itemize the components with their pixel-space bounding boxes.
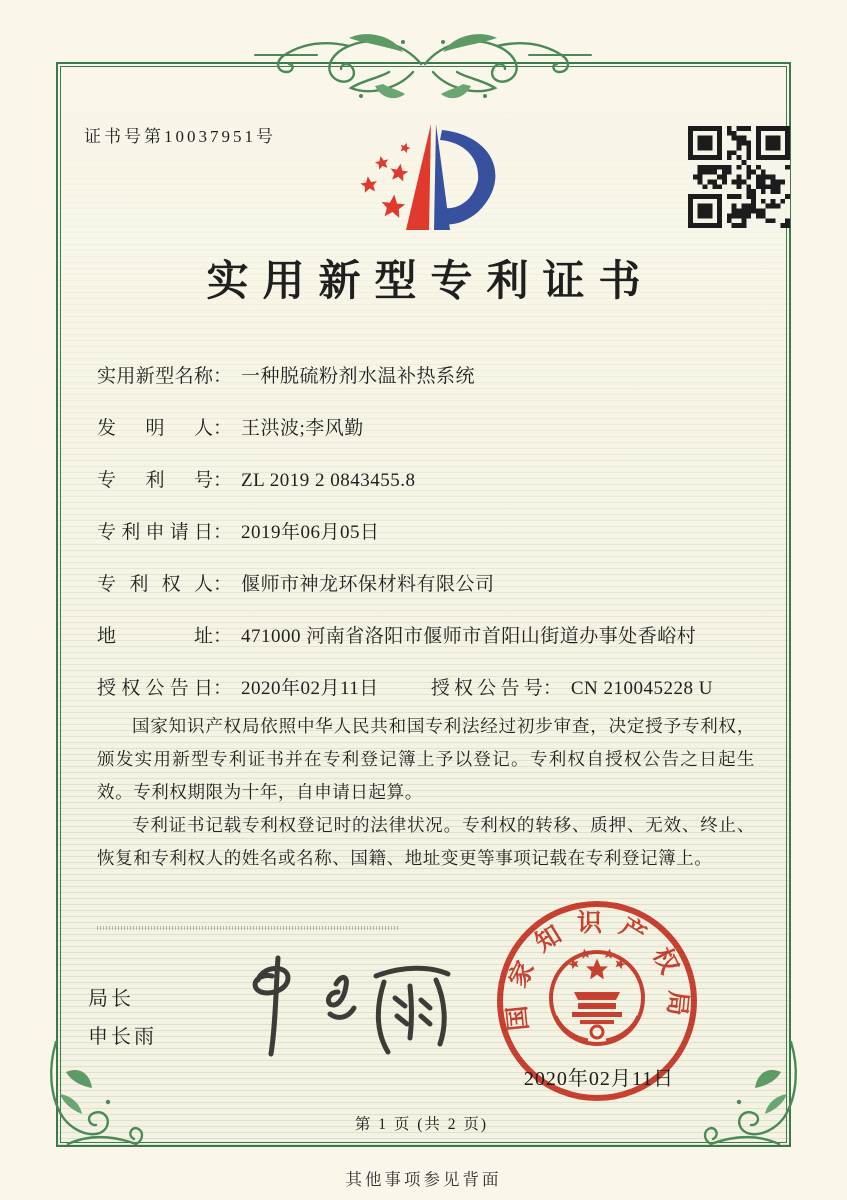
field-row-address xyxy=(97,626,757,648)
field-label: 专利权人 xyxy=(97,574,213,595)
field-value-patent-number: ZL 2019 2 0843455.8 xyxy=(241,470,416,491)
field-colon: ： xyxy=(213,418,233,439)
field-value-grant-date: 2020年02月11日 xyxy=(241,678,379,699)
legal-paragraph-1: 国家知识产权局依照中华人民共和国专利法经过初步审查，决定授予专利权，颁发实用新型专利证书并在专利登记簿上予以登记。专利权自授权公告之日起生效。专利权期限为十年，自申请日起算。 xyxy=(97,716,755,802)
page-number: 第 1 页 (共 2 页) xyxy=(354,1116,489,1133)
field-row-patent-no xyxy=(97,470,757,492)
field-label: 实用新型名称 xyxy=(97,366,213,387)
field-colon: ： xyxy=(213,678,233,699)
seal-date: 2020年02月11日 xyxy=(523,1068,675,1090)
field-label: 授权公告号 xyxy=(430,678,543,699)
national-emblem-icon xyxy=(551,948,643,1044)
field-colon: ： xyxy=(213,366,233,387)
field-row-name xyxy=(97,366,757,388)
field-label: 授权公告日 xyxy=(97,678,213,699)
signer-name: 申长雨 xyxy=(88,1026,157,1048)
field-value-filing-date: 2019年06月05日 xyxy=(241,522,380,543)
field-colon: ： xyxy=(542,678,562,699)
field-row-patentee xyxy=(97,574,757,596)
certificate-number: 证书号第10037951号 xyxy=(84,127,276,146)
field-colon: ： xyxy=(213,574,233,595)
signer-block xyxy=(88,980,157,1056)
barcode-strip xyxy=(97,926,399,930)
field-row-filing-date xyxy=(97,522,757,544)
signer-title: 局长 xyxy=(88,988,134,1010)
field-value-grant-number: CN 210045228 U xyxy=(570,678,713,699)
certificate-fields xyxy=(97,366,757,730)
field-colon: ： xyxy=(213,522,233,543)
legal-paragraph-2: 专利证书记载专利权登记时的法律状况。专利权的转移、质押、无效、终止、恢复和专利权人的姓名或名称、国籍、地址变更等事项记载在专利登记簿上。 xyxy=(97,815,755,868)
seal-text: 国家知识产权局 xyxy=(502,909,692,1032)
certificate-title: 实用新型专利证书 xyxy=(206,259,655,305)
field-label: 地址 xyxy=(97,626,213,647)
field-row-inventor xyxy=(97,418,757,440)
shen-changyu-signature-icon xyxy=(218,950,458,1062)
field-value-address: 471000 河南省洛阳市偃师市首阳山街道办事处香峪村 xyxy=(241,626,697,647)
field-value-utility-model-name: 一种脱硫粉剂水温补热系统 xyxy=(241,366,476,387)
field-label: 专利号 xyxy=(97,470,213,491)
field-label: 发明人 xyxy=(97,418,213,439)
field-colon: ： xyxy=(213,470,233,491)
field-value-inventors: 王洪波;李风勤 xyxy=(241,418,364,439)
field-label: 专利申请日 xyxy=(97,522,213,543)
legal-text xyxy=(97,710,755,875)
field-colon: ： xyxy=(213,626,233,647)
qr-code-icon xyxy=(688,126,790,228)
back-side-note: 其他事项参见背面 xyxy=(345,1170,502,1189)
field-value-patentee: 偃师市神龙环保材料有限公司 xyxy=(241,574,495,595)
cnipa-patent-logo-icon xyxy=(336,110,516,240)
field-row-grant xyxy=(97,678,757,700)
